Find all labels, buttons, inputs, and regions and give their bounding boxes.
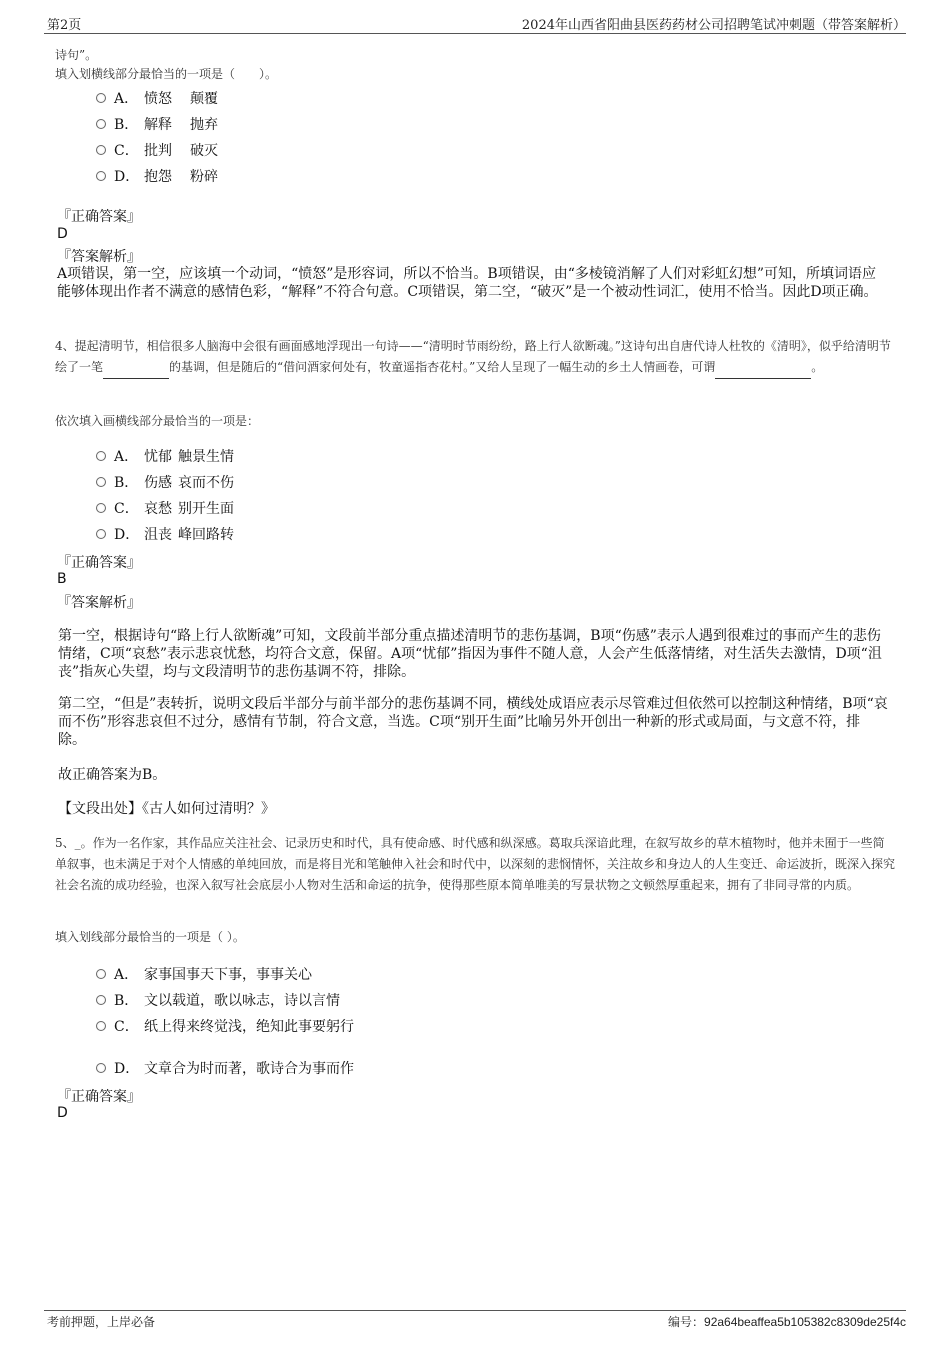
radio-icon[interactable] bbox=[96, 119, 106, 129]
q3-stem-tail: 诗句”。 bbox=[55, 48, 98, 62]
blank-line bbox=[103, 357, 169, 379]
q5-option-c[interactable]: C． 纸上得来终觉浅，绝知此事要躬行 bbox=[96, 1016, 354, 1036]
radio-icon[interactable] bbox=[96, 529, 106, 539]
q3-answer: D bbox=[57, 226, 68, 242]
q4-stem: 4、提起清明节，相信很多人脑海中会很有画面感地浮现出一句诗——“清明时节雨纷纷，路上行人欲断魂。”这诗句出自唐代诗人杜牧的《清明》，似乎给清明节绘了一笔 的基调，但是随后的“借问酒家何处有，牧童遥指杏花村。”又给人呈现了一幅生动的乡土人情画卷，可谓 。 bbox=[55, 336, 895, 379]
footer-divider bbox=[44, 1310, 906, 1311]
radio-icon[interactable] bbox=[96, 1063, 106, 1073]
q4-analysis-paragraph-2: 第二空，“但是”表转折，说明文段后半部分与前半部分的悲伤基调不同，横线处成语应表示尽管难过但依然可以控制这种情绪，B项“哀而不伤”形容悲哀但不过分，感情有节制，符合文意，当选。C项“别开生面”比喻另外开创出一种新的形式或局面，与文意不符，排除。 bbox=[58, 696, 888, 748]
q3-option-c[interactable]: C． 批判 破灭 bbox=[96, 140, 218, 160]
radio-icon[interactable] bbox=[96, 145, 106, 155]
header-divider bbox=[44, 33, 906, 34]
document-title: 2024年山西省阳曲县医药药材公司招聘笔试冲刺题（带答案解析） bbox=[521, 18, 906, 33]
q3-option-b[interactable]: B． 解释 抛弃 bbox=[96, 114, 218, 134]
q3-analysis-label: 『答案解析』 bbox=[57, 249, 141, 265]
blank-line bbox=[715, 357, 811, 379]
q5-answer: D bbox=[57, 1105, 68, 1121]
q3-prompt: 填入划横线部分最恰当的一项是（ ）。 bbox=[55, 67, 278, 81]
q5-answer-label: 『正确答案』 bbox=[57, 1089, 141, 1105]
q4-answer-label: 『正确答案』 bbox=[57, 555, 141, 571]
q4-analysis-paragraph-1: 第一空，根据诗句“路上行人欲断魂”可知，文段前半部分重点描述清明节的悲伤基调，B项“伤感”表示人遇到很难过的事而产生的悲伤情绪，C项“哀愁”表示悲哀忧愁，均符合文意，保留。A项“忧郁”指因为事件不随人意，人会产生低落情绪，对生活失去激情，D项“沮丧”指灰心失望，均与文段清明节的悲伤基调不符，排除。 bbox=[58, 628, 882, 680]
page-number: 第2页 bbox=[47, 18, 82, 33]
q4-source: 【文段出处】《古人如何过清明？》 bbox=[58, 801, 275, 817]
q3-analysis: A项错误，第一空，应该填一个动词，“愤怒”是形容词，所以不恰当。B项错误，由“多棱镜消解了人们对彩虹幻想”可知，所填词语应能够体现出作者不满意的感情色彩，“解释”不符合句意。C项错误，第二空，“破灭”是一个被动性词汇，使用不恰当。因此D项正确。 bbox=[57, 266, 878, 300]
radio-icon[interactable] bbox=[96, 451, 106, 461]
q5-stem: 5、_。作为一名作家，其作品应关注社会、记录历史和时代，具有使命感、时代感和纵深感。葛取兵深谙此理，在叙写故乡的草木植物时，他并未囿于一些简单叙事，也未满足于对个人情感的单纯回放，而是将目光和笔触伸入社会和时代中，以深刻的悲悯情怀，关注故乡和身边人的人生变迁、命运波折，既深入探究社会名流的成功经验，也深入叙写社会底层小人物对生活和命运的抗争，使得那些原本简单唯美的写景状物之文顿然厚重起来，拥有了非同寻常的内质。 bbox=[55, 836, 896, 892]
radio-icon[interactable] bbox=[96, 477, 106, 487]
footer-slogan: 考前押题，上岸必备 bbox=[47, 1315, 156, 1329]
q4-answer: B bbox=[57, 571, 67, 587]
q4-conclusion: 故正确答案为B。 bbox=[58, 767, 167, 783]
q4-analysis-label: 『答案解析』 bbox=[57, 595, 141, 611]
radio-icon[interactable] bbox=[96, 995, 106, 1005]
q4-option-b[interactable]: B． 伤感 哀而不伤 bbox=[96, 472, 234, 492]
q5-option-d[interactable]: D． 文章合为时而著，歌诗合为事而作 bbox=[96, 1058, 354, 1078]
q3-answer-label: 『正确答案』 bbox=[57, 209, 141, 225]
radio-icon[interactable] bbox=[96, 1021, 106, 1031]
q5-option-a[interactable]: A． 家事国事天下事，事事关心 bbox=[96, 964, 312, 984]
q4-option-a[interactable]: A． 忧郁 触景生情 bbox=[96, 446, 234, 466]
q5-option-b[interactable]: B． 文以载道，歌以咏志，诗以言情 bbox=[96, 990, 340, 1010]
radio-icon[interactable] bbox=[96, 503, 106, 513]
q5-prompt: 填入划线部分最恰当的一项是（ ）。 bbox=[55, 930, 245, 944]
q4-prompt: 依次填入画横线部分最恰当的一项是： bbox=[55, 414, 260, 428]
radio-icon[interactable] bbox=[96, 969, 106, 979]
q4-option-c[interactable]: C． 哀愁 别开生面 bbox=[96, 498, 234, 518]
q4-option-d[interactable]: D． 沮丧 峰回路转 bbox=[96, 524, 234, 544]
radio-icon[interactable] bbox=[96, 171, 106, 181]
q3-option-a[interactable]: A． 愤怒 颠覆 bbox=[96, 88, 218, 108]
radio-icon[interactable] bbox=[96, 93, 106, 103]
footer-doc-id: 编号：92a64beaffea5b105382c8309de25f4c bbox=[668, 1315, 906, 1329]
q3-option-d[interactable]: D． 抱怨 粉碎 bbox=[96, 166, 218, 186]
